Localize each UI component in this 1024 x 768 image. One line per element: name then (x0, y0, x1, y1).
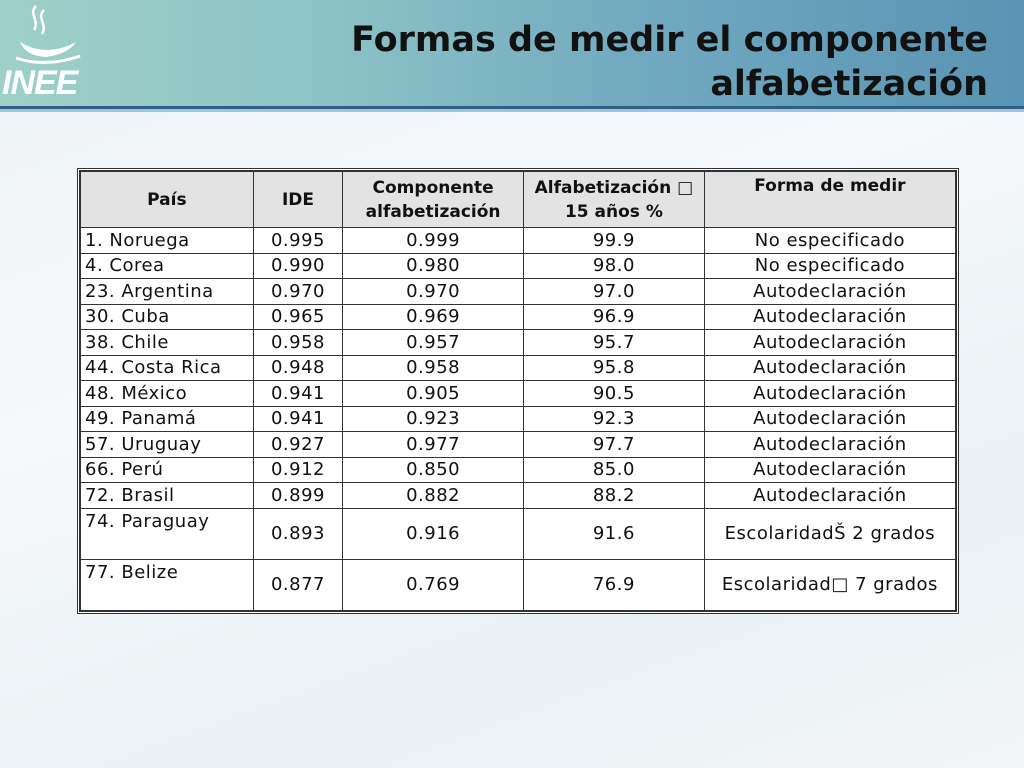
cell-componente: 0.769 (343, 559, 524, 610)
cell-pais: 30. Cuba (81, 304, 254, 330)
cell-componente: 0.977 (343, 432, 524, 458)
cell-alfabetizacion: 88.2 (524, 483, 705, 509)
column-header-forma: Forma de medir (704, 172, 955, 228)
cell-forma: Autodeclaración (704, 279, 955, 305)
cell-componente: 0.969 (343, 304, 524, 330)
page-title (228, 18, 988, 106)
cell-alfabetizacion: 98.0 (524, 253, 705, 279)
cell-ide: 0.990 (253, 253, 342, 279)
cell-alfabetizacion: 97.0 (524, 279, 705, 305)
cell-pais: 48. México (81, 381, 254, 407)
cell-forma: Autodeclaración (704, 381, 955, 407)
cell-pais: 49. Panamá (81, 406, 254, 432)
table-row (81, 279, 956, 305)
cell-forma: EscolaridadŠ 2 grados (704, 508, 955, 559)
cell-alfabetizacion: 85.0 (524, 457, 705, 483)
cell-ide: 0.927 (253, 432, 342, 458)
title-line-2: alfabetización (710, 64, 988, 104)
table-row (81, 381, 956, 407)
cell-pais: 23. Argentina (81, 279, 254, 305)
table-row (81, 508, 956, 559)
cell-pais: 1. Noruega (81, 228, 254, 254)
header-bar (0, 0, 1024, 109)
header-divider (0, 109, 1024, 112)
cell-ide: 0.970 (253, 279, 342, 305)
cell-componente: 0.882 (343, 483, 524, 509)
table-row (81, 253, 956, 279)
cell-ide: 0.893 (253, 508, 342, 559)
cell-componente: 0.850 (343, 457, 524, 483)
cell-forma: Autodeclaración (704, 432, 955, 458)
cell-componente: 0.957 (343, 330, 524, 356)
table-row (81, 355, 956, 381)
cell-alfabetizacion: 99.9 (524, 228, 705, 254)
data-table (80, 171, 956, 611)
cell-componente: 0.905 (343, 381, 524, 407)
cell-ide: 0.912 (253, 457, 342, 483)
cell-pais: 57. Uruguay (81, 432, 254, 458)
cell-pais: 77. Belize (81, 559, 254, 610)
cell-forma: Autodeclaración (704, 304, 955, 330)
cell-ide: 0.965 (253, 304, 342, 330)
cell-ide: 0.877 (253, 559, 342, 610)
cell-forma: Autodeclaración (704, 406, 955, 432)
title-line-1: Formas de medir el componente (351, 20, 988, 60)
cell-pais: 44. Costa Rica (81, 355, 254, 381)
cell-pais: 38. Chile (81, 330, 254, 356)
table-row (81, 483, 956, 509)
data-table-container (77, 168, 959, 614)
column-header-ide: IDE (253, 172, 342, 228)
cell-componente: 0.958 (343, 355, 524, 381)
cell-pais: 72. Brasil (81, 483, 254, 509)
cell-alfabetizacion: 95.7 (524, 330, 705, 356)
table-row (81, 432, 956, 458)
cell-componente: 0.970 (343, 279, 524, 305)
table-row (81, 330, 956, 356)
cell-ide: 0.941 (253, 381, 342, 407)
cell-componente: 0.999 (343, 228, 524, 254)
cell-componente: 0.980 (343, 253, 524, 279)
table-row (81, 304, 956, 330)
cell-ide: 0.948 (253, 355, 342, 381)
cell-alfabetizacion: 95.8 (524, 355, 705, 381)
column-header-pais: País (81, 172, 254, 228)
table-row (81, 559, 956, 610)
cell-forma: Autodeclaración (704, 483, 955, 509)
cell-alfabetizacion: 92.3 (524, 406, 705, 432)
column-header-componente: Componente alfabetización (343, 172, 524, 228)
cell-forma: Escolaridad□ 7 grados (704, 559, 955, 610)
cell-forma: Autodeclaración (704, 330, 955, 356)
cell-ide: 0.958 (253, 330, 342, 356)
table-row (81, 457, 956, 483)
cell-forma: No especificado (704, 253, 955, 279)
cell-alfabetizacion: 76.9 (524, 559, 705, 610)
cell-ide: 0.941 (253, 406, 342, 432)
cell-forma: Autodeclaración (704, 355, 955, 381)
cell-alfabetizacion: 96.9 (524, 304, 705, 330)
cell-forma: Autodeclaración (704, 457, 955, 483)
cell-pais: 4. Corea (81, 253, 254, 279)
cell-pais: 66. Perú (81, 457, 254, 483)
column-header-alfabetizacion: Alfabetización □ 15 años % (524, 172, 705, 228)
cell-componente: 0.916 (343, 508, 524, 559)
cell-ide: 0.995 (253, 228, 342, 254)
cell-forma: No especificado (704, 228, 955, 254)
cell-pais: 74. Paraguay (81, 508, 254, 559)
cell-ide: 0.899 (253, 483, 342, 509)
table-row (81, 228, 956, 254)
cell-alfabetizacion: 91.6 (524, 508, 705, 559)
table-header-row (81, 172, 956, 228)
logo-text: INEE (2, 64, 78, 102)
cell-alfabetizacion: 90.5 (524, 381, 705, 407)
table-row (81, 406, 956, 432)
cell-componente: 0.923 (343, 406, 524, 432)
cell-alfabetizacion: 97.7 (524, 432, 705, 458)
